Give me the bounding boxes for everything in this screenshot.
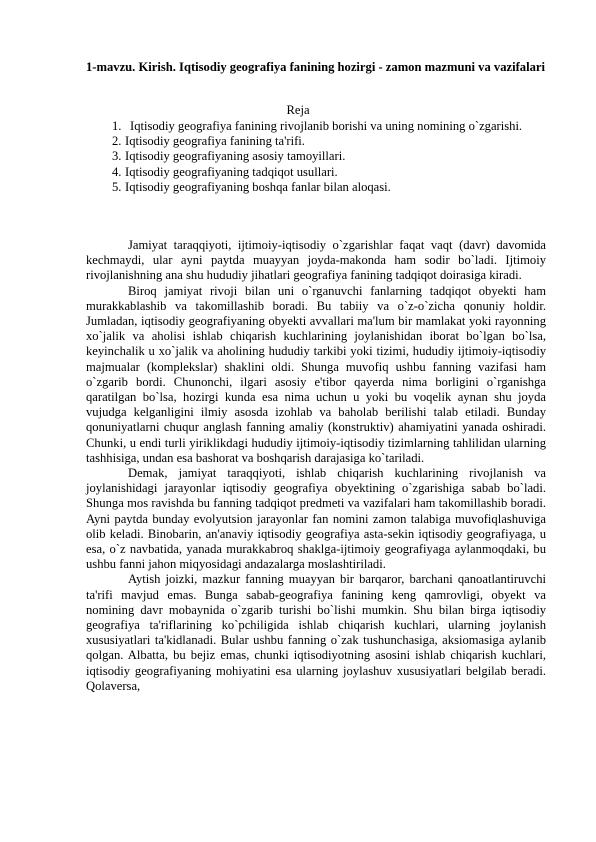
plan-item-text: Iqtisodiy geografiyaning tadqiqot usullari. [125,164,338,179]
plan-item-text: Iqtisodiy geografiya fanining ta'rifi. [125,134,305,149]
plan-item-number: 3. [112,149,122,164]
plan-item [112,180,546,195]
plan-item-text: Iqtisodiy geografiyaning boshqa fanlar bilan aloqasi. [125,179,391,194]
plan-heading: Reja [286,103,310,117]
paragraph: Biroq jamiyat rivoji bilan uni o`rganuvchi fanlarning tadqiqot obyekti ham murakkablashib va takomillashib boradi. Bu tabiiy va o`z-o`zicha qonuniy holdir. Jumladan, iqtisodiy geografiyaning obyekti avvallari ma'lum bir mamlakat yoki rayonning xo`jalik va aholisi ishlab chiqarish kuchlarining joylanishidan iborat bo`lgan bo`lsa, keyinchalik u xo`jalik va aholining hududiy tarkibi yoki tizimi, hududiy ijtimoiy-iqtisodiy majmualar (komplekslar) shaklini oldi. Shunga muvofiq ushbu fanning vazifasi ham o`zgarib bordi. Chunonchi, ilgari asosiy e'tibor qayerda nima borligini o`rganishga qaratilgan bo`lsa, hozirgi kunda esa nima uchun u yoki bu voqelik aynan shu joyda vujudga kelganligini ilmiy asosda izohlab va baholab berilishi talab etiladi. Bunday qonuniyatlarni chuqur anglash fanning amaliy (konstruktiv) ahamiyatini yanada oshiradi. Chunki, u endi turli yiriklikdagi hududiy ijtimoiy-iqtisodiy tizimlarning tahlilidan ularning tashhisiga, undan esa bashorat va boshqarish darajasiga ko`tariladi. [86,283,546,465]
document-title: 1-mavzu. Kirish. Iqtisodiy geografiya fanining hozirgi - zamon mazmuni va vazifalari [86,60,545,74]
paragraph: Jamiyat taraqqiyoti, ijtimoiy-iqtisodiy o`zgarishlar faqat vaqt (davr) davomida kechmaydi, ular ayni paytda muayyan joyda-makonda ham sodir bo`ladi. Ijtimoiy rivojlanishning ana shu hududiy jihatlari geografiya fanining tadqiqot doirasiga kiradi. [86,238,546,283]
plan-item-text: Iqtisodiy geografiyaning asosiy tamoyillari. [125,149,346,164]
plan-item-number: 4. [112,164,122,179]
paragraph: Aytish joizki, mazkur fanning muayyan bir barqaror, barchani qanoatlantiruvchi ta'rifi mavjud emas. Bunga sabab-geografiya fanining keng qamrovligi, obyekt va nomining davr mobaynida o`zgarib turishi bo`lishi mumkin. Shu bilan birga iqtisodiy geografiya ta'riflarining ko`pchiligida ishlab chiqarish kuchlari, ularning joylanish xususiyatlari ta'kidlanadi. Bular ushbu fanning o`zak tushunchasiga, aksiomasiga aylanib qolgan. Albatta, bu bejiz emas, chunki iqtisodiyotning asosini ishlab chiqarish kuchlari, iqtisodiy geografiyaning mohiyatini esa ularning joylashuv xususiyatlari belgilab beradi. Qolaversa, [86,572,546,693]
plan-item-number: 1. [112,119,122,133]
body-text [86,238,546,694]
plan-item-number: 5. [112,179,122,194]
plan-item-text: Iqtisodiy geografiya fanining rivojlanib borishi va uning nomining o`zgarishi. [130,119,523,133]
plan-item [112,165,546,180]
paragraph: Demak, jamiyat taraqqiyoti, ishlab chiqarish kuchlarining rivojlanish va joylanishidagi jarayonlar iqtisodiy geografiya obyektining o`zgarishiga sabab bo`ladi. Shunga mos ravishda bu fanning tadqiqot predmeti va vazifalari ham takomillashib boradi. Ayni paytda bunday evolyutsion jarayonlar fan nomini zamon talabiga muvofiqlashuviga olib keladi. Binobarin, an'anaviy iqtisodiy geografiya asta-sekin iqtisodiy geografiyaga, u esa, o`z navbatida, yanada murakkabroq shaklga-ijtimoiy geografiyaga aylanmoqdaki, bu ushbu fanni jahon miqyosidagi andazalarga moslashtiriladi. [86,466,546,572]
plan-list [112,119,546,195]
plan-item [112,149,546,164]
plan-item [112,134,546,149]
plan-item-number: 2. [112,134,122,149]
plan-item [112,119,546,134]
